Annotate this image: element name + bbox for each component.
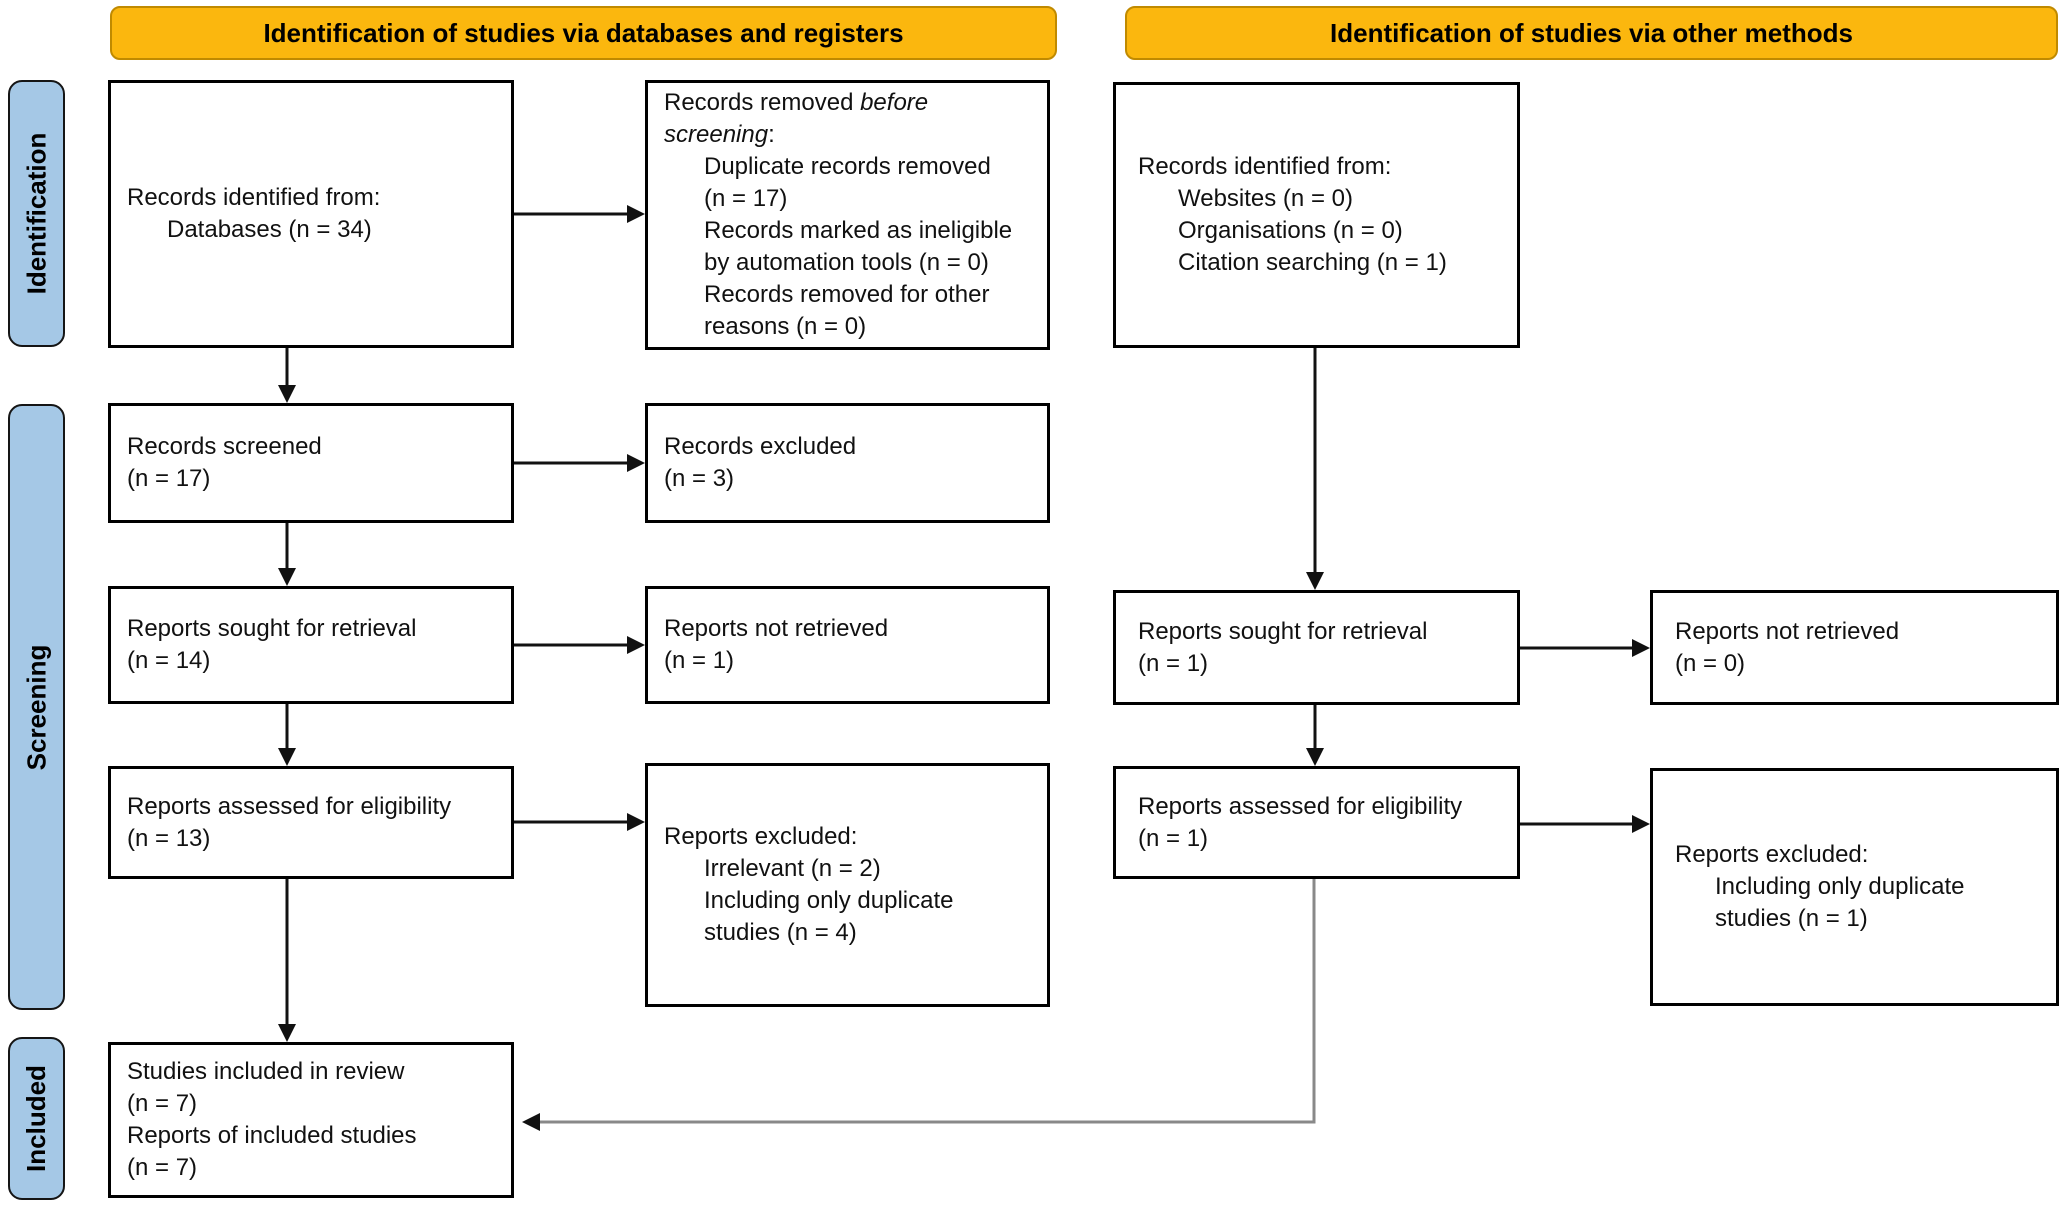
box-text-line: Reports excluded:: [1675, 841, 1869, 868]
box-text-line: (n = 14): [127, 647, 211, 674]
box-text-line: (n = 17): [704, 185, 788, 212]
box-records-removed-before-screening: [645, 80, 1050, 350]
banner-databases-registers: [110, 6, 1057, 60]
arrow-sought-to-notretrieved-other: [1520, 639, 1650, 657]
tab-identification-label: Identification: [21, 132, 51, 295]
box-records-excluded: [645, 403, 1050, 523]
box-text-line: Reports not retrieved: [1675, 617, 1900, 645]
box-text-line: Reports assessed for eligibility: [1138, 792, 1463, 820]
box-text-line: (n = 7): [127, 1090, 198, 1117]
arrow-sought-to-assessed-db: [278, 704, 296, 766]
box-text-line: (n = 1): [1138, 649, 1209, 677]
box-text-line: screening:: [664, 121, 775, 148]
box-text-line: Records removed before: [664, 89, 929, 116]
box-text-line: Records marked as ineligible: [704, 217, 1013, 244]
box-reports-excluded-other: [1650, 768, 2059, 1006]
tab-screening-label: Screening: [21, 644, 51, 770]
box-text-line: Records identified from:: [127, 184, 381, 211]
box-text-line: Records screened: [127, 433, 322, 460]
box-text-line: (n = 3): [664, 465, 735, 492]
arrow-screened-to-excluded: [514, 454, 645, 472]
box-reports-excluded-databases: [645, 763, 1050, 1007]
box-text-line: Reports sought for retrieval: [127, 615, 417, 642]
arrow-identified-to-screened: [278, 348, 296, 403]
box-text-line: Including only duplicate: [1715, 873, 1965, 900]
arrow-assessed-to-included: [278, 879, 296, 1042]
arrow-identified-to-removed: [514, 205, 645, 223]
arrow-assessed-to-excluded-db: [514, 813, 645, 831]
box-text-line: (n = 13): [127, 824, 211, 852]
banner-databases-registers-label: Identification of studies via databases and registers: [263, 17, 904, 48]
box-text-line: studies (n = 4): [704, 919, 857, 946]
box-text-line: studies (n = 1): [1715, 905, 1868, 932]
banner-other-methods: [1125, 6, 2058, 60]
box-text-line: Including only duplicate: [704, 887, 954, 914]
box-text-line: (n = 1): [1138, 824, 1209, 852]
box-text-line: Records excluded: [664, 433, 857, 460]
box-reports-sought-databases: [108, 586, 514, 704]
box-records-screened: [108, 403, 514, 523]
box-text-line: Irrelevant (n = 2): [704, 855, 881, 882]
arrow-assessed-to-excluded-other: [1520, 815, 1650, 833]
tab-included-label: Included: [21, 1065, 51, 1172]
box-text-line: Databases (n = 34): [167, 216, 372, 243]
box-text-line: (n = 1): [664, 647, 735, 674]
tab-identification: [8, 80, 65, 347]
box-text-line: (n = 7): [127, 1154, 198, 1181]
box-records-identified-databases: [108, 80, 514, 348]
box-text-line: Reports not retrieved: [664, 615, 889, 642]
box-text-line: Websites (n = 0): [1178, 185, 1353, 212]
arrow-sought-to-notretrieved-db: [514, 636, 645, 654]
banner-other-methods-label: Identification of studies via other methods: [1330, 17, 1853, 48]
box-text-line: Reports sought for retrieval: [1138, 617, 1428, 645]
box-reports-assessed-other: [1113, 766, 1520, 879]
box-reports-assessed-databases: [108, 766, 514, 879]
box-reports-not-retrieved-other: [1650, 590, 2059, 705]
box-text-line: (n = 0): [1675, 649, 1746, 677]
box-text-line: Citation searching (n = 1): [1178, 249, 1447, 276]
box-text-line: Reports assessed for eligibility: [127, 792, 452, 820]
box-text-line: Organisations (n = 0): [1178, 217, 1403, 244]
tab-included: [8, 1037, 65, 1200]
box-reports-sought-other: [1113, 590, 1520, 705]
box-reports-not-retrieved-databases: [645, 586, 1050, 704]
box-text-line: (n = 17): [127, 465, 211, 492]
box-text-line: Reports of included studies: [127, 1122, 417, 1149]
box-text-line: by automation tools (n = 0): [704, 249, 989, 276]
box-text-line: Records removed for other: [704, 281, 990, 308]
arrow-identified-to-sought-other: [1306, 348, 1324, 590]
box-text-line: Duplicate records removed: [704, 153, 991, 180]
box-records-identified-other: [1113, 82, 1520, 348]
box-studies-included: [108, 1042, 514, 1198]
box-text-line: Reports excluded:: [664, 823, 858, 850]
tab-screening: [8, 404, 65, 1010]
box-text-line: reasons (n = 0): [704, 313, 867, 340]
box-text-line: Records identified from:: [1138, 153, 1392, 180]
box-text-line: Studies included in review: [127, 1058, 405, 1085]
arrow-sought-to-assessed-other: [1306, 705, 1324, 766]
arrow-screened-to-sought: [278, 523, 296, 586]
